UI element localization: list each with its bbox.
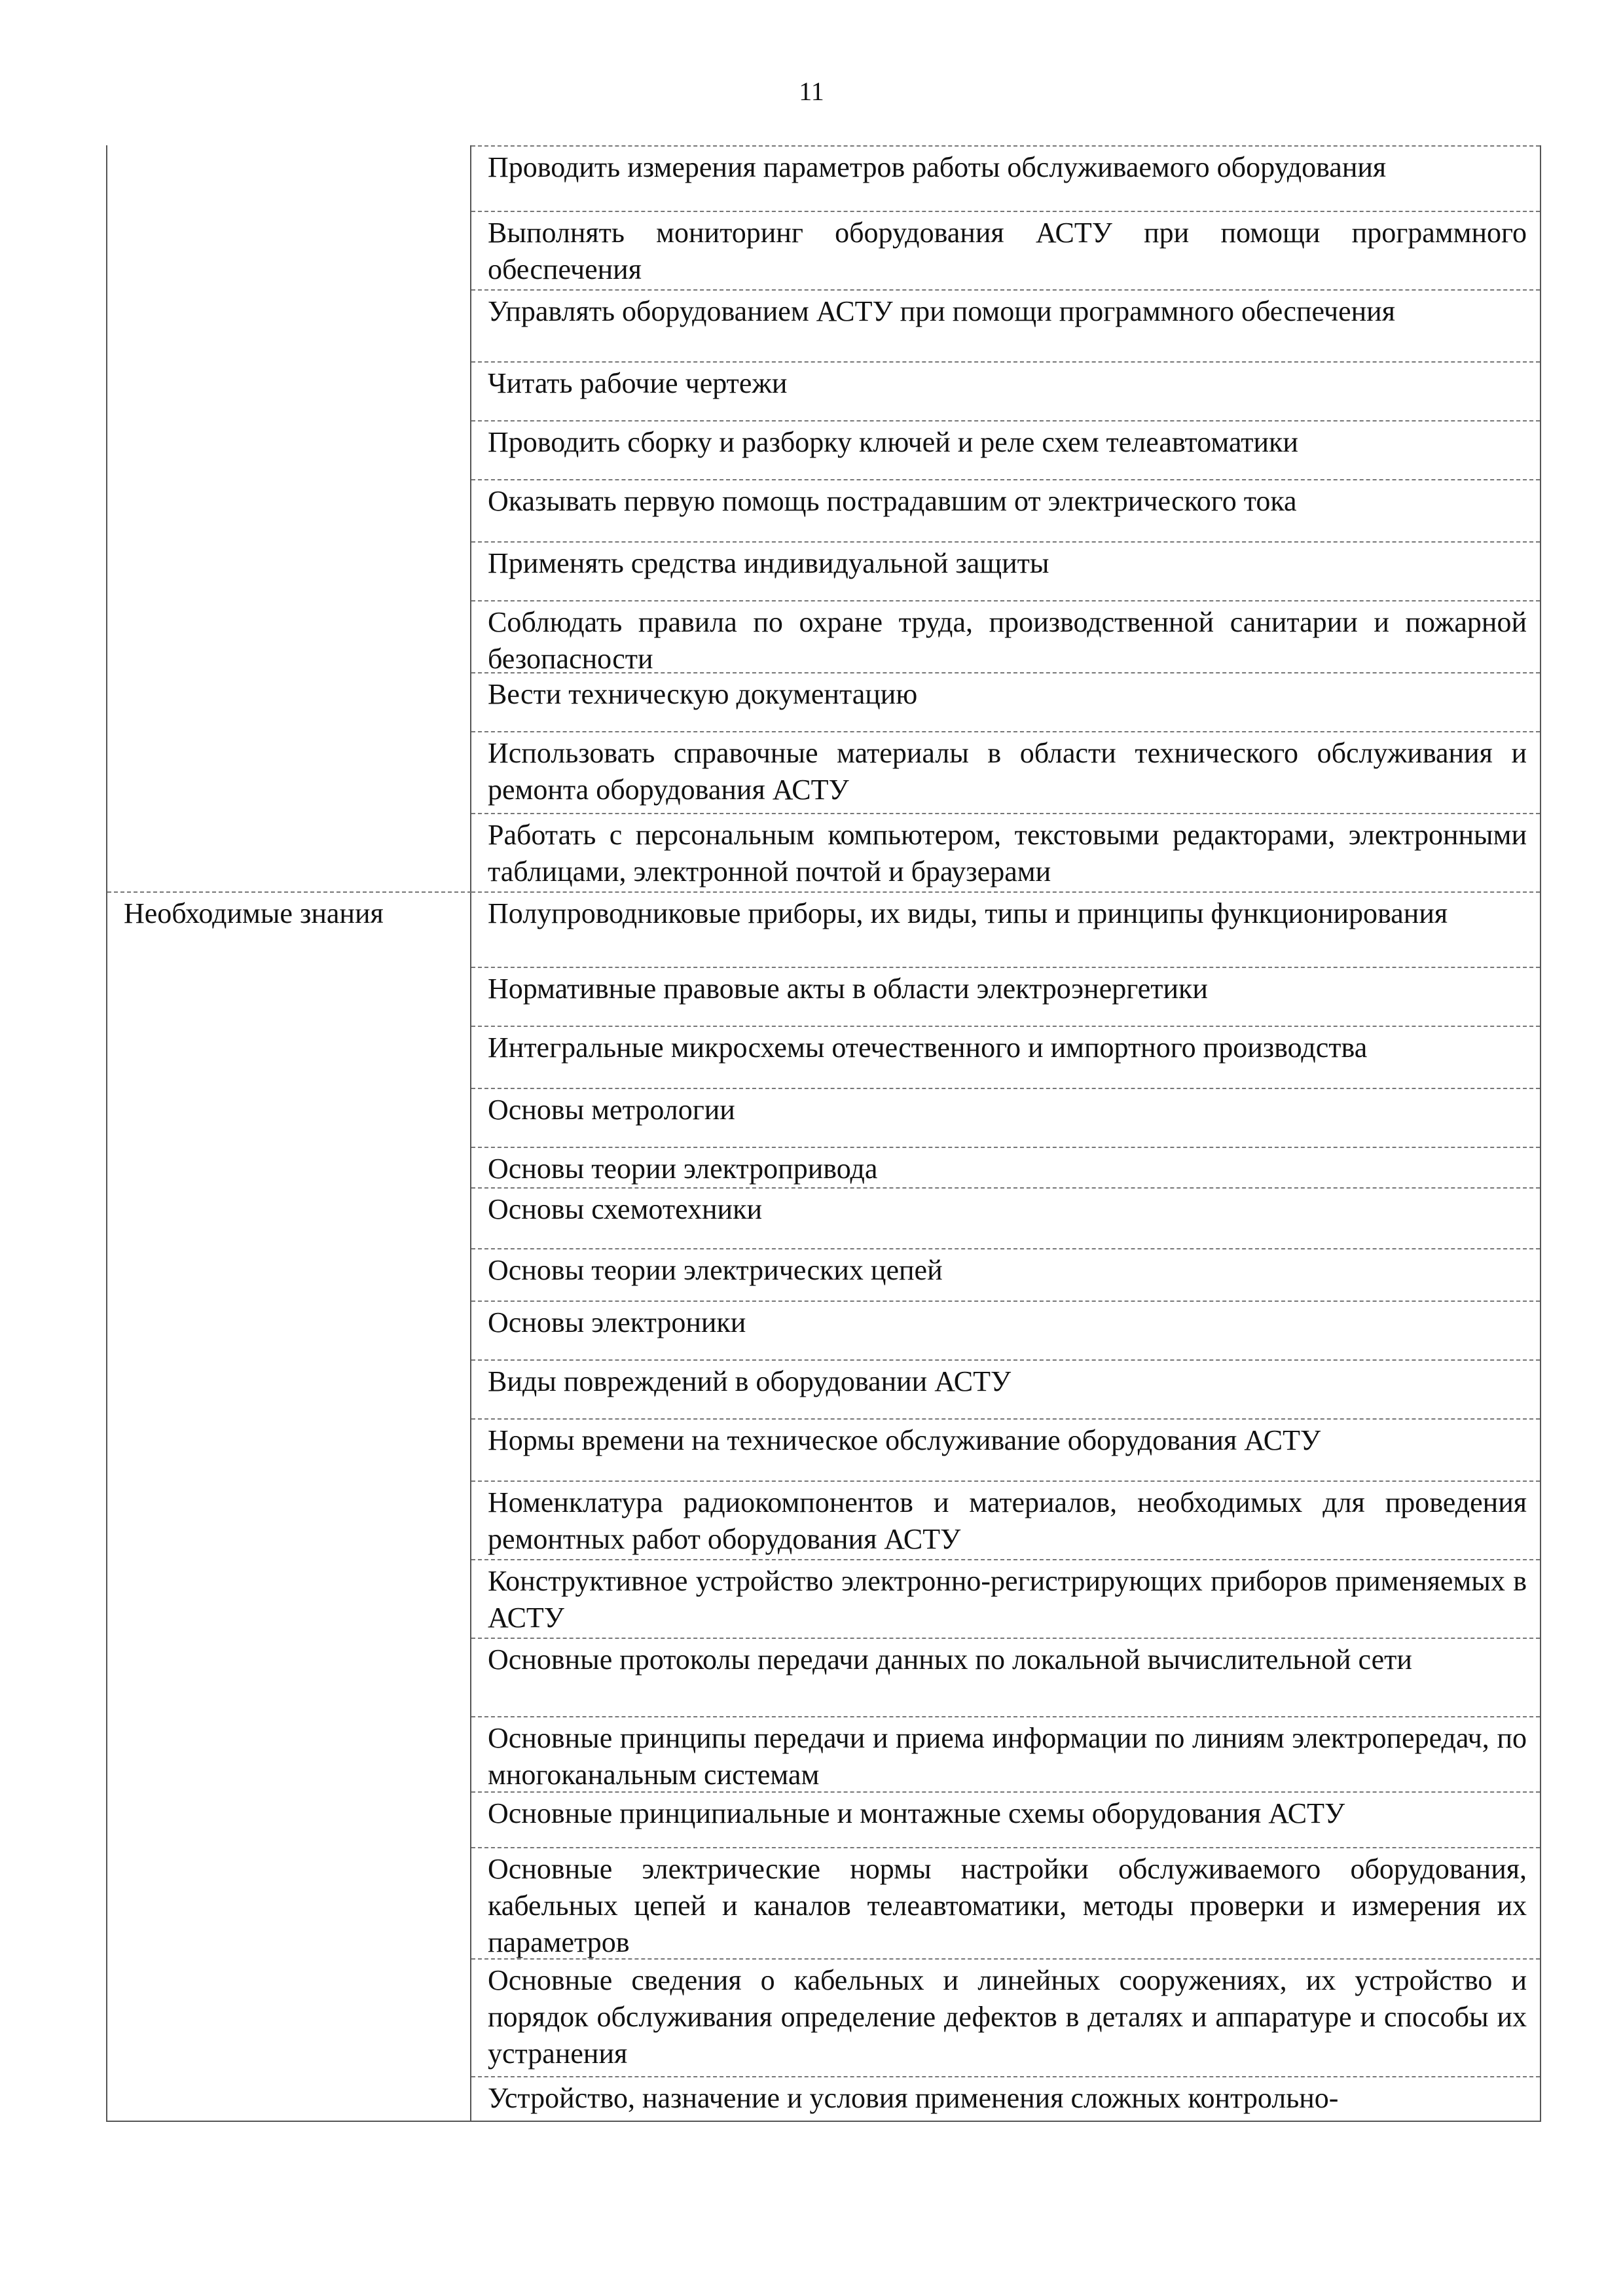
row-text: Нормативные правовые акты в области электроэнергетики bbox=[488, 973, 1208, 1005]
table-row bbox=[471, 672, 1540, 731]
table-row bbox=[471, 1638, 1540, 1716]
row-text: Конструктивное устройство электронно-регистрирующих приборов применяемых в АСТУ bbox=[488, 1565, 1527, 1634]
table-row bbox=[471, 1716, 1540, 1791]
table-row bbox=[471, 1187, 1540, 1248]
table-row bbox=[471, 1958, 1540, 2076]
section-label-knowledge: Необходимые знания bbox=[124, 897, 384, 929]
row-text: Основы теории электрических цепей bbox=[488, 1254, 943, 1286]
table-row bbox=[471, 1559, 1540, 1638]
table-row bbox=[471, 1026, 1540, 1088]
page-number: 11 bbox=[799, 77, 824, 106]
table-row bbox=[471, 479, 1540, 541]
row-text: Основные электрические нормы настройки обслуживаемого оборудования, кабельных цепей и каналов телеавтоматики, методы проверки и измерения их параметров bbox=[488, 1853, 1527, 1958]
row-text: Номенклатура радиокомпонентов и материалов, необходимых для проведения ремонтных работ оборудования АСТУ bbox=[488, 1486, 1527, 1555]
table-row bbox=[471, 420, 1540, 479]
table-row bbox=[471, 1791, 1540, 1847]
table-row bbox=[471, 1359, 1540, 1418]
row-text: Работать с персональным компьютером, текстовыми редакторами, электронными таблицами, электронной почтой и браузерами bbox=[488, 819, 1527, 888]
table-row bbox=[471, 731, 1540, 813]
section-divider bbox=[107, 891, 471, 893]
table-row bbox=[471, 1088, 1540, 1147]
table-row bbox=[471, 361, 1540, 420]
row-text: Вести техническую документацию bbox=[488, 678, 918, 710]
row-text: Основные принципиальные и монтажные схемы оборудования АСТУ bbox=[488, 1797, 1345, 1829]
table-row bbox=[471, 813, 1540, 891]
table-row bbox=[471, 967, 1540, 1026]
row-text: Основы схемотехники bbox=[488, 1193, 763, 1225]
row-text: Управлять оборудованием АСТУ при помощи программного обеспечения bbox=[488, 295, 1395, 327]
row-text: Основы метрологии bbox=[488, 1094, 735, 1126]
row-text: Оказывать первую помощь пострадавшим от электрического тока bbox=[488, 485, 1297, 517]
table-row bbox=[471, 600, 1540, 675]
row-text: Применять средства индивидуальной защиты bbox=[488, 547, 1049, 579]
row-text: Проводить измерения параметров работы обслуживаемого оборудования bbox=[488, 151, 1387, 183]
competency-table bbox=[106, 145, 1541, 2122]
row-text: Основные сведения о кабельных и линейных сооружениях, их устройство и порядок обслуживания определение дефектов в деталях и аппаратуре и способы их устранения bbox=[488, 1964, 1527, 2070]
row-text: Нормы времени на техническое обслуживание оборудования АСТУ bbox=[488, 1424, 1321, 1456]
row-text: Проводить сборку и разборку ключей и реле схем телеавтоматики bbox=[488, 426, 1298, 458]
row-text: Основы теории электропривода bbox=[488, 1153, 878, 1185]
table-row bbox=[471, 1847, 1540, 1958]
table-row bbox=[471, 211, 1540, 289]
row-text: Соблюдать правила по охране труда, производственной санитарии и пожарной безопасности bbox=[488, 606, 1527, 675]
row-text: Виды повреждений в оборудовании АСТУ bbox=[488, 1365, 1012, 1397]
row-text: Выполнять мониторинг оборудования АСТУ при помощи программного обеспечения bbox=[488, 217, 1527, 285]
table-row bbox=[471, 145, 1540, 211]
table-row bbox=[471, 289, 1540, 361]
table-row bbox=[471, 1418, 1540, 1480]
row-text: Устройство, назначение и условия применения сложных контрольно- bbox=[488, 2082, 1339, 2114]
row-text: Читать рабочие чертежи bbox=[488, 367, 788, 399]
row-text: Основные протоколы передачи данных по локальной вычислительной сети bbox=[488, 1643, 1412, 1676]
row-text: Использовать справочные материалы в области технического обслуживания и ремонта оборудования АСТУ bbox=[488, 737, 1527, 806]
table-row bbox=[471, 1147, 1540, 1187]
table-row bbox=[471, 541, 1540, 600]
row-text: Интегральные микросхемы отечественного и импортного производства bbox=[488, 1031, 1368, 1064]
table-row bbox=[471, 891, 1540, 967]
table-row bbox=[471, 1300, 1540, 1359]
row-text: Основные принципы передачи и приема информации по линиям электропередач, по многоканальным системам bbox=[488, 1722, 1527, 1791]
table-row bbox=[471, 1480, 1540, 1559]
row-text: Полупроводниковые приборы, их виды, типы и принципы функционирования bbox=[488, 897, 1448, 929]
table-row bbox=[471, 1248, 1540, 1300]
row-text: Основы электроники bbox=[488, 1306, 746, 1338]
table-row bbox=[471, 2076, 1540, 2122]
